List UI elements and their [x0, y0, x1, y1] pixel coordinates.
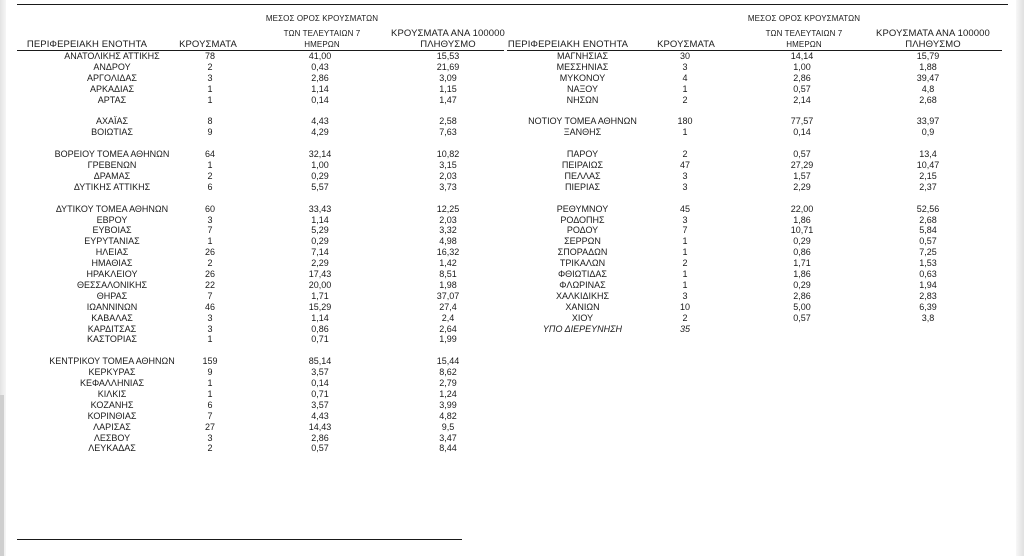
left-cell-per100k: 16,32: [436, 247, 460, 258]
right-cell-avg7: 0,57: [793, 312, 811, 323]
left-cell-per100k: 2,79: [439, 378, 457, 388]
left-cell-avg7: 17,43: [308, 269, 332, 279]
right-table-row: [0, 269, 1024, 280]
left-cell-avg7: 0,14: [311, 378, 329, 388]
right-table-row: [0, 291, 1024, 302]
right-cell-avg7: 27,29: [790, 160, 814, 170]
right-header-avg7-line1: ΜΕΣΟΣ ΟΡΟΣ ΚΡΟΥΣΜΑΤΩΝ: [747, 14, 861, 23]
left-cell-avg7: 4,43: [311, 116, 329, 127]
left-cell-cases: 8: [207, 116, 213, 127]
left-table-row: [0, 356, 1024, 367]
right-cell-region: ΦΘΙΩΤΙΔΑΣ: [558, 269, 607, 279]
left-cell-cases: 2: [207, 443, 213, 454]
right-cell-avg7: 0,14: [793, 127, 811, 138]
left-cell-region: ΚΟΖΑΝΗΣ: [90, 399, 134, 410]
left-cell-region: ΚΕΡΚΥΡΑΣ: [88, 367, 136, 378]
right-cell-region: ΝΟΤΙΟΥ ΤΟΜΕΑ ΑΘΗΝΩΝ: [528, 116, 637, 127]
top-rule: [17, 4, 1008, 5]
left-cell-per100k: 15,44: [436, 356, 460, 367]
right-cell-avg7: 1,00: [793, 61, 811, 72]
right-cell-region: ΜΕΣΣΗΝΙΑΣ: [556, 61, 609, 72]
left-cell-per100k: 8,51: [439, 269, 457, 279]
left-header-avg7-line1: ΜΕΣΟΣ ΟΡΟΣ ΚΡΟΥΣΜΑΤΩΝ: [265, 14, 379, 23]
right-header-avg7-line2: ΤΩΝ ΤΕΛΕΥΤΑΙΩΝ 7: [765, 29, 843, 38]
right-cell-avg7: 5,00: [793, 301, 811, 312]
right-cell-per100k: 6,39: [919, 301, 937, 312]
left-cell-per100k: 2,64: [439, 323, 457, 334]
right-cell-avg7: 0,57: [793, 83, 811, 94]
left-cell-region: ΔΥΤΙΚΗΣ ΑΤΤΙΚΗΣ: [73, 181, 151, 192]
left-cell-per100k: 12,25: [436, 203, 460, 214]
left-cell-per100k: 9,5: [441, 421, 455, 432]
left-cell-avg7: 1,14: [311, 83, 329, 94]
right-table-row: [0, 236, 1024, 247]
right-cell-region: ΧΙΟΥ: [571, 312, 594, 323]
left-cell-cases: 7: [207, 290, 213, 301]
left-cell-avg7: 32,14: [308, 149, 332, 160]
left-table-row: [0, 422, 1024, 433]
right-cell-avg7: 14,14: [790, 51, 814, 61]
right-table-row: [0, 280, 1024, 291]
left-header-avg7-line2: ΤΩΝ ΤΕΛΕΥΤΑΙΩΝ 7: [283, 29, 361, 38]
left-cell-avg7: 0,29: [311, 236, 329, 247]
right-cell-region: ΡΟΔΟΥ: [566, 225, 599, 236]
left-cell-per100k: 1,24: [439, 388, 457, 399]
right-table-row: [0, 51, 1024, 62]
right-table-row: [0, 225, 1024, 236]
left-table-row: [0, 400, 1024, 411]
left-cell-region: ΛΑΡΙΣΑΣ: [93, 421, 131, 432]
right-cell-region: ΠΕΙΡΑΙΩΣ: [561, 160, 604, 170]
right-cell-cases: 10: [679, 301, 690, 312]
right-header-cases: ΚΡΟΥΣΜΑΤΑ: [657, 39, 715, 50]
left-cell-region: ΚΕΦΑΛΛΗΝΙΑΣ: [79, 378, 145, 388]
left-cell-region: ΕΒΡΟΥ: [96, 214, 128, 225]
left-cell-region: ΑΡΚΑΔΙΑΣ: [89, 83, 135, 94]
left-cell-avg7: 1,14: [311, 214, 329, 225]
right-table-row: [0, 160, 1024, 171]
left-cell-per100k: 8,44: [439, 443, 457, 454]
left-cell-per100k: 4,98: [439, 236, 457, 247]
left-table-row: [0, 411, 1024, 422]
left-cell-cases: 1: [207, 378, 213, 388]
left-cell-region: ΒΟΡΕΙΟΥ ΤΟΜΕΑ ΑΘΗΝΩΝ: [54, 149, 170, 160]
right-table-row: [0, 258, 1024, 269]
left-cell-cases: 1: [207, 160, 213, 170]
right-cell-per100k: 2,68: [919, 94, 937, 105]
left-cell-per100k: 2,58: [439, 116, 457, 127]
left-cell-region: ΚΙΛΚΙΣ: [97, 388, 127, 399]
left-cell-cases: 1: [207, 388, 213, 399]
right-cell-cases: 2: [682, 94, 688, 105]
left-cell-avg7: 0,29: [311, 170, 329, 181]
right-cell-per100k: 1,53: [919, 258, 937, 269]
left-cell-region: ΕΥΡΥΤΑΝΙΑΣ: [84, 236, 140, 247]
right-cell-region: ΣΕΡΡΩΝ: [564, 236, 601, 247]
right-cell-region: ΠΕΛΛΑΣ: [564, 170, 601, 181]
left-cell-region: ΑΧΑΪΑΣ: [95, 116, 129, 127]
left-cell-region: ΗΡΑΚΛΕΙΟΥ: [86, 269, 138, 279]
left-cell-cases: 9: [207, 367, 213, 378]
left-cell-region: ΚΑΒΑΛΑΣ: [91, 312, 133, 323]
right-cell-avg7: 2,14: [793, 94, 811, 105]
right-cell-per100k: 2,68: [919, 214, 937, 225]
left-cell-per100k: 2,03: [439, 170, 457, 181]
right-cell-cases: 3: [682, 61, 688, 72]
left-cell-avg7: 4,29: [311, 127, 329, 138]
right-cell-avg7: 0,86: [793, 247, 811, 258]
right-cell-per100k: 33,97: [916, 116, 940, 127]
left-cell-region: ΚΕΝΤΡΙΚΟΥ ΤΟΜΕΑ ΑΘΗΝΩΝ: [49, 356, 175, 367]
left-cell-cases: 26: [204, 269, 215, 279]
right-cell-per100k: 39,47: [916, 72, 940, 83]
left-cell-per100k: 37,07: [436, 290, 460, 301]
left-cell-cases: 2: [207, 61, 213, 72]
left-table-row: [0, 433, 1024, 444]
left-cell-per100k: 1,99: [439, 334, 457, 345]
left-cell-region: ΚΟΡΙΝΘΙΑΣ: [87, 410, 137, 421]
left-cell-avg7: 33,43: [308, 203, 332, 214]
left-cell-per100k: 3,73: [439, 181, 457, 192]
right-header-region: ΠΕΡΙΦΕΡΕΙΑΚΗ ΕΝΟΤΗΤΑ: [507, 39, 629, 50]
left-cell-region: ΕΥΒΟΙΑΣ: [92, 225, 132, 236]
right-cell-per100k: 0,63: [919, 269, 937, 279]
right-cell-per100k: 2,37: [919, 181, 937, 192]
left-cell-avg7: 5,29: [311, 225, 329, 236]
left-cell-cases: 6: [207, 181, 213, 192]
left-cell-per100k: 1,15: [439, 83, 457, 94]
right-table-row: [0, 73, 1024, 84]
right-cell-region: ΥΠΟ ΔΙΕΡΕΥΝΗΣΗ: [542, 323, 623, 334]
right-cell-per100k: 13,4: [919, 149, 937, 160]
left-cell-per100k: 3,99: [439, 399, 457, 410]
right-table-row: [0, 62, 1024, 73]
right-table-row: [0, 324, 1024, 335]
right-cell-cases: 1: [682, 127, 688, 138]
left-cell-per100k: 3,47: [439, 432, 457, 443]
right-cell-region: ΧΑΛΚΙΔΙΚΗΣ: [555, 290, 610, 301]
left-cell-region: ΔΡΑΜΑΣ: [93, 170, 131, 181]
right-cell-per100k: 3,8: [921, 312, 935, 323]
left-cell-cases: 2: [207, 170, 213, 181]
right-cell-cases: 35: [679, 323, 690, 334]
right-cell-avg7: 2,86: [793, 290, 811, 301]
right-cell-cases: 1: [682, 236, 688, 247]
right-cell-cases: 47: [679, 160, 690, 170]
left-cell-region: ΛΕΣΒΟΥ: [93, 432, 131, 443]
right-cell-region: ΠΑΡΟΥ: [566, 149, 599, 160]
right-cell-region: ΜΑΓΝΗΣΙΑΣ: [556, 51, 609, 61]
right-header-per100k-line1: ΚΡΟΥΣΜΑΤΑ ΑΝΑ 100000: [876, 28, 990, 39]
left-header-region: ΠΕΡΙΦΕΡΕΙΑΚΗ ΕΝΟΤΗΤΑ: [26, 39, 148, 50]
left-cell-cases: 3: [207, 432, 213, 443]
right-cell-avg7: 1,86: [793, 269, 811, 279]
right-cell-avg7: 1,57: [793, 170, 811, 181]
left-cell-per100k: 4,82: [439, 410, 457, 421]
left-cell-per100k: 7,63: [439, 127, 457, 138]
right-cell-region: ΡΕΘΥΜΝΟΥ: [556, 203, 609, 214]
right-table-row: [0, 182, 1024, 193]
right-cell-avg7: 1,71: [793, 258, 811, 269]
left-cell-avg7: 1,00: [311, 160, 329, 170]
left-cell-avg7: 0,86: [311, 323, 329, 334]
right-cell-per100k: 4,8: [921, 83, 935, 94]
right-cell-region: ΧΑΝΙΩΝ: [565, 301, 600, 312]
left-cell-per100k: 15,53: [436, 51, 460, 61]
right-cell-avg7: 0,57: [793, 149, 811, 160]
right-cell-avg7: 1,86: [793, 214, 811, 225]
right-cell-cases: 3: [682, 181, 688, 192]
left-cell-region: ΓΡΕΒΕΝΩΝ: [87, 160, 137, 170]
right-cell-cases: 4: [682, 72, 688, 83]
left-cell-per100k: 1,42: [439, 258, 457, 269]
left-cell-cases: 7: [207, 225, 213, 236]
left-cell-avg7: 4,43: [311, 410, 329, 421]
right-cell-per100k: 10,47: [916, 160, 940, 170]
left-cell-avg7: 1,71: [311, 290, 329, 301]
left-table-row: [0, 367, 1024, 378]
right-table-row: [0, 127, 1024, 138]
right-cell-region: ΞΑΝΘΗΣ: [563, 127, 602, 138]
left-cell-cases: 46: [204, 301, 215, 312]
left-cell-cases: 7: [207, 410, 213, 421]
left-cell-cases: 78: [204, 51, 215, 61]
right-cell-cases: 1: [682, 279, 688, 290]
right-table-row: [0, 204, 1024, 215]
left-table-row: [0, 443, 1024, 454]
left-cell-avg7: 2,86: [311, 72, 329, 83]
right-cell-per100k: 1,94: [919, 279, 937, 290]
right-cell-per100k: 2,83: [919, 290, 937, 301]
right-cell-region: ΠΙΕΡΙΑΣ: [564, 181, 601, 192]
right-cell-cases: 2: [682, 149, 688, 160]
left-cell-cases: 27: [204, 421, 215, 432]
left-header-per100k-line2: ΠΛΗΘΥΣΜΟ: [420, 39, 476, 50]
left-cell-per100k: 3,32: [439, 225, 457, 236]
left-cell-region: ΗΜΑΘΙΑΣ: [91, 258, 133, 269]
left-cell-per100k: 2,03: [439, 214, 457, 225]
right-cell-per100k: 0,57: [919, 236, 937, 247]
right-table-row: [0, 215, 1024, 226]
right-cell-cases: 2: [682, 312, 688, 323]
right-cell-region: ΦΛΩΡΙΝΑΣ: [559, 279, 606, 290]
left-cell-avg7: 7,14: [311, 247, 329, 258]
left-cell-avg7: 5,57: [311, 181, 329, 192]
left-cell-avg7: 14,43: [308, 421, 332, 432]
right-table-row: [0, 247, 1024, 258]
left-cell-per100k: 2,4: [441, 312, 455, 323]
left-cell-cases: 3: [207, 72, 213, 83]
left-cell-per100k: 1,47: [439, 94, 457, 105]
left-cell-cases: 22: [204, 279, 215, 290]
left-cell-region: ΑΡΓΟΛΙΔΑΣ: [87, 72, 137, 83]
right-cell-avg7: 10,71: [790, 225, 814, 236]
left-cell-region: ΘΗΡΑΣ: [96, 290, 128, 301]
left-cell-avg7: 0,71: [311, 388, 329, 399]
left-cell-region: ΚΑΡΔΙΤΣΑΣ: [87, 323, 137, 334]
left-cell-avg7: 0,43: [311, 61, 329, 72]
left-cell-avg7: 1,14: [311, 312, 329, 323]
left-cell-avg7: 15,29: [308, 301, 332, 312]
right-cell-per100k: 1,88: [919, 61, 937, 72]
right-cell-per100k: 5,84: [919, 225, 937, 236]
left-cell-avg7: 2,86: [311, 432, 329, 443]
right-cell-region: ΝΑΞΟΥ: [566, 83, 599, 94]
left-cell-region: ΛΕΥΚΑΔΑΣ: [88, 443, 136, 454]
right-cell-cases: 3: [682, 170, 688, 181]
left-header-cases: ΚΡΟΥΣΜΑΤΑ: [179, 39, 237, 50]
right-table-row: [0, 149, 1024, 160]
left-cell-cases: 9: [207, 127, 213, 138]
bottom-rule: [17, 539, 462, 540]
right-cell-cases: 3: [682, 214, 688, 225]
left-cell-region: ΔΥΤΙΚΟΥ ΤΟΜΕΑ ΑΘΗΝΩΝ: [55, 203, 169, 214]
right-cell-per100k: 15,79: [916, 51, 940, 61]
right-cell-cases: 7: [682, 225, 688, 236]
left-cell-cases: 3: [207, 214, 213, 225]
left-cell-cases: 3: [207, 312, 213, 323]
right-header-avg7-line3: ΗΜΕΡΩΝ: [786, 40, 822, 49]
right-cell-avg7: 2,29: [793, 181, 811, 192]
right-cell-cases: 1: [682, 269, 688, 279]
right-cell-cases: 30: [679, 51, 690, 61]
right-cell-cases: 2: [682, 258, 688, 269]
left-cell-cases: 1: [207, 94, 213, 105]
left-cell-avg7: 2,29: [311, 258, 329, 269]
left-cell-per100k: 8,62: [439, 367, 457, 378]
right-cell-per100k: 52,56: [916, 203, 940, 214]
left-cell-region: ΑΡΤΑΣ: [97, 94, 127, 105]
left-cell-region: ΒΟΙΩΤΙΑΣ: [91, 127, 133, 138]
left-cell-cases: 2: [207, 258, 213, 269]
left-cell-cases: 1: [207, 236, 213, 247]
left-cell-region: ΑΝΑΤΟΛΙΚΗΣ ΑΤΤΙΚΗΣ: [64, 51, 160, 61]
left-cell-per100k: 1,98: [439, 279, 457, 290]
right-table-row: [0, 302, 1024, 313]
right-cell-avg7: 0,29: [793, 236, 811, 247]
right-cell-region: ΜΥΚΟΝΟΥ: [559, 72, 606, 83]
left-cell-per100k: 3,09: [439, 72, 457, 83]
left-cell-per100k: 21,69: [436, 61, 460, 72]
left-cell-per100k: 10,82: [436, 149, 460, 160]
left-cell-avg7: 0,71: [311, 334, 329, 345]
left-cell-cases: 1: [207, 83, 213, 94]
left-cell-cases: 3: [207, 323, 213, 334]
right-cell-per100k: 0,9: [921, 127, 935, 138]
right-cell-region: ΣΠΟΡΑΔΩΝ: [557, 247, 608, 258]
right-cell-per100k: 2,15: [919, 170, 937, 181]
right-cell-avg7: 2,86: [793, 72, 811, 83]
left-cell-avg7: 41,00: [308, 51, 332, 61]
right-cell-cases: 45: [679, 203, 690, 214]
left-cell-region: ΑΝΔΡΟΥ: [93, 61, 131, 72]
left-cell-avg7: 3,57: [311, 399, 329, 410]
right-table-row: [0, 171, 1024, 182]
right-cell-avg7: 22,00: [790, 203, 814, 214]
right-cell-per100k: 7,25: [919, 247, 937, 258]
left-cell-avg7: 0,14: [311, 94, 329, 105]
right-cell-cases: 1: [682, 247, 688, 258]
left-cell-avg7: 85,14: [308, 356, 332, 367]
right-cell-region: ΡΟΔΟΠΗΣ: [560, 214, 605, 225]
right-cell-avg7: 0,29: [793, 279, 811, 290]
left-cell-avg7: 20,00: [308, 279, 332, 290]
right-table-row: [0, 116, 1024, 127]
left-cell-cases: 26: [204, 247, 215, 258]
left-cell-region: ΗΛΕΙΑΣ: [95, 247, 129, 258]
left-table-row: [0, 378, 1024, 389]
left-cell-cases: 1: [207, 334, 213, 345]
left-cell-cases: 6: [207, 399, 213, 410]
right-cell-region: ΤΡΙΚΑΛΩΝ: [559, 258, 606, 269]
left-table-row: [0, 389, 1024, 400]
left-cell-cases: 159: [202, 356, 218, 367]
left-cell-cases: 60: [204, 203, 215, 214]
left-header-per100k-line1: ΚΡΟΥΣΜΑΤΑ ΑΝΑ 100000: [391, 28, 505, 39]
right-header-per100k-line2: ΠΛΗΘΥΣΜΟ: [905, 39, 961, 50]
right-cell-cases: 1: [682, 83, 688, 94]
left-cell-region: ΙΩΑΝΝΙΝΩΝ: [86, 301, 138, 312]
left-cell-cases: 64: [204, 149, 215, 160]
left-header-avg7-line3: ΗΜΕΡΩΝ: [304, 40, 340, 49]
right-table-row: [0, 313, 1024, 324]
left-cell-per100k: 27,4: [439, 301, 457, 312]
right-cell-region: ΝΗΣΩΝ: [566, 94, 599, 105]
right-table-row: [0, 95, 1024, 106]
left-cell-region: ΚΑΣΤΟΡΙΑΣ: [87, 334, 137, 345]
left-cell-region: ΘΕΣΣΑΛΟΝΙΚΗΣ: [76, 279, 148, 290]
left-cell-avg7: 3,57: [311, 367, 329, 378]
left-cell-per100k: 3,15: [439, 160, 457, 170]
right-table-row: [0, 84, 1024, 95]
right-cell-avg7: 77,57: [790, 116, 814, 127]
right-cell-cases: 3: [682, 290, 688, 301]
left-table-row: [0, 334, 1024, 345]
left-cell-avg7: 0,57: [311, 443, 329, 454]
right-cell-cases: 180: [677, 116, 693, 127]
